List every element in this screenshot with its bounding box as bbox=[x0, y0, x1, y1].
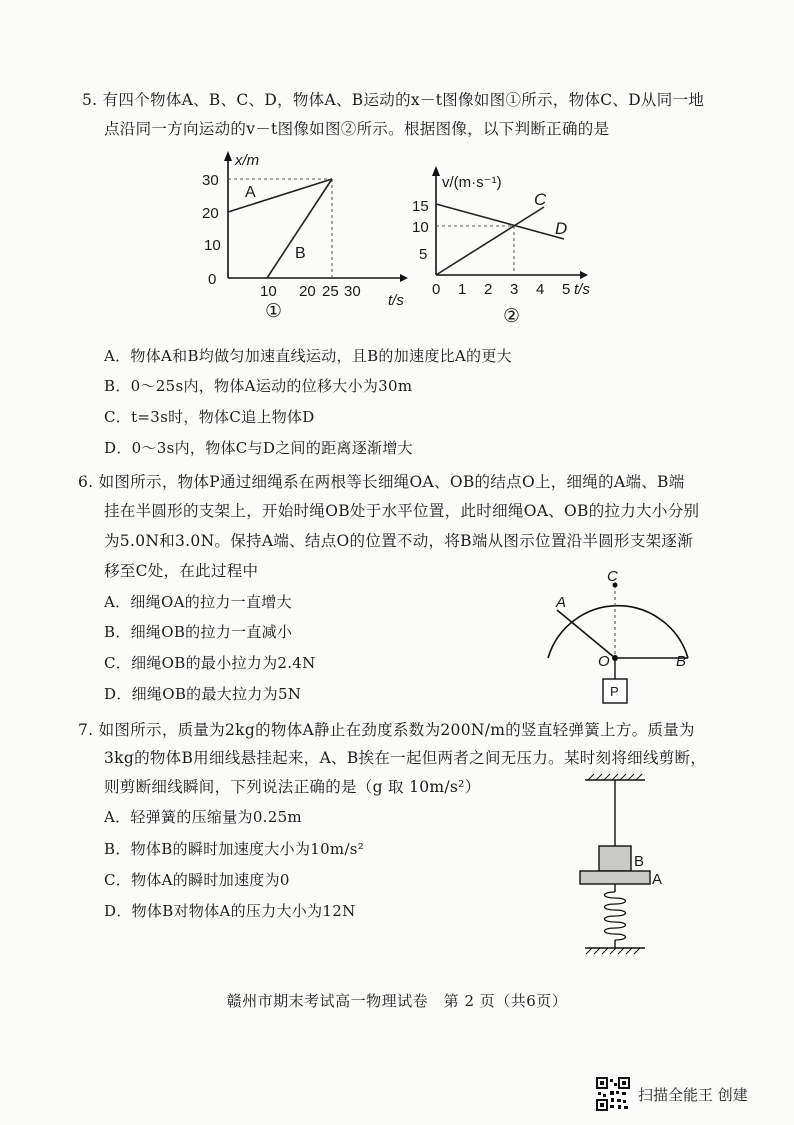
scanner-watermark bbox=[596, 1075, 748, 1113]
q6-option-b: B．细绳OB的拉力一直减小 bbox=[104, 623, 293, 641]
label-b: B bbox=[634, 853, 645, 870]
q7-figure-spring bbox=[570, 772, 680, 962]
graph1-line-A bbox=[228, 179, 332, 212]
graph2-xtick-3: 3 bbox=[510, 281, 519, 298]
graph1-line-B bbox=[267, 179, 332, 278]
graph1-label-A: A bbox=[245, 184, 256, 201]
label-a: A bbox=[556, 594, 567, 611]
ceiling-hatch bbox=[588, 774, 642, 780]
graph2-line-D bbox=[436, 204, 564, 239]
watermark-text: 扫描全能王 创建 bbox=[638, 1085, 748, 1104]
ground-hatch bbox=[586, 948, 640, 954]
q6-option-d: D．细绳OB的最大拉力为5N bbox=[104, 685, 302, 703]
q5-line2: 点沿同一方向运动的v－t图像如图②所示。根据图像，以下判断正确的是 bbox=[104, 120, 610, 138]
graph2-ytick-15: 15 bbox=[412, 198, 429, 215]
graph2-xtick-4: 4 bbox=[536, 281, 545, 298]
q6-line4: 移至C处，在此过程中 bbox=[104, 562, 259, 580]
rope-oa bbox=[557, 610, 615, 658]
q7-option-a: A．轻弹簧的压缩量为0.25m bbox=[104, 808, 302, 826]
q6-option-a: A．细绳OA的拉力一直增大 bbox=[104, 593, 292, 611]
semicircle-frame bbox=[548, 606, 688, 658]
q7-line3: 则剪断细线瞬间，下列说法正确的是（g 取 10m/s²） bbox=[104, 778, 481, 796]
graph1-label-B: B bbox=[295, 245, 306, 262]
block-b bbox=[599, 846, 631, 871]
graph1-xtick-30: 30 bbox=[344, 283, 361, 300]
graph1-ytick-10: 10 bbox=[204, 237, 221, 254]
q5-line1: 5. 有四个物体A、B、C、D，物体A、B运动的x－t图像如图①所示，物体C、D从同一地 bbox=[82, 91, 705, 109]
graph2-xtick-0: 0 bbox=[432, 281, 441, 298]
graph1-xtick-10: 10 bbox=[260, 283, 277, 300]
q6-figure-semicircle bbox=[540, 565, 700, 710]
graph2-ylabel: v/(m·s⁻¹) bbox=[442, 174, 502, 191]
q7-option-c: C．物体A的瞬时加速度为0 bbox=[104, 871, 290, 889]
graph2-xtick-5: 5 bbox=[562, 281, 571, 298]
q7-line2: 3kg的物体B用细线悬挂起来，A、B挨在一起但两者之间无压力。某时刻将细线剪断， bbox=[104, 749, 707, 767]
graph2-xtick-1: 1 bbox=[458, 281, 467, 298]
q7-option-d: D．物体B对物体A的压力大小为12N bbox=[104, 902, 356, 920]
graph2-caption: ② bbox=[503, 306, 521, 327]
page-footer: 赣州市期末考试高一物理试卷 第 2 页（共6页） bbox=[226, 992, 568, 1010]
q5-graph-1 bbox=[195, 145, 415, 320]
q7-line1: 7. 如图所示，质量为2kg的物体A静止在劲度系数为200N/m的竖直轻弹簧上方。质量为 bbox=[78, 721, 695, 739]
q5-graph-2 bbox=[410, 160, 610, 335]
graph2-xlabel: t/s bbox=[574, 281, 590, 298]
label-b: B bbox=[676, 653, 687, 670]
graph1-ytick-20: 20 bbox=[202, 205, 219, 222]
q5-option-b: B．0～25s内，物体A运动的位移大小为30m bbox=[104, 377, 413, 395]
label-a: A bbox=[652, 871, 663, 888]
q6-line1: 6. 如图所示，物体P通过细绳系在两根等长细绳OA、OB的结点O上，细绳的A端、B端 bbox=[78, 473, 685, 491]
spring-coil bbox=[605, 892, 626, 940]
q5-option-a: A．物体A和B均做匀加速直线运动，且B的加速度比A的更大 bbox=[104, 347, 512, 365]
graph1-caption: ① bbox=[265, 301, 283, 320]
graph1-xtick-20: 20 bbox=[299, 283, 316, 300]
label-c: C bbox=[607, 568, 618, 585]
graph1-ylabel: x/m bbox=[235, 152, 260, 169]
q6-line2: 挂在半圆形的支架上，开始时绳OB处于水平位置，此时细绳OA、OB的拉力大小分别 bbox=[104, 502, 700, 520]
q6-line3: 为5.0N和3.0N。保持A端、结点O的位置不动，将B端从图示位置沿半圆形支架逐渐 bbox=[104, 532, 694, 550]
graph2-ytick-5: 5 bbox=[419, 246, 428, 263]
label-o: O bbox=[598, 653, 610, 670]
graph2-line-C bbox=[436, 207, 544, 275]
block-a bbox=[580, 871, 650, 884]
graph1-xlabel: t/s bbox=[388, 292, 404, 309]
label-p: P bbox=[610, 684, 619, 699]
graph2-label-D: D bbox=[555, 219, 568, 238]
q6-option-c: C．细绳OB的最小拉力为2.4N bbox=[104, 654, 316, 672]
graph2-label-C: C bbox=[534, 190, 547, 209]
q7-option-b: B．物体B的瞬时加速度大小为10m/s² bbox=[104, 840, 365, 858]
q5-option-d: D．0～3s内，物体C与D之间的距离逐渐增大 bbox=[104, 439, 413, 457]
graph2-xtick-2: 2 bbox=[484, 281, 493, 298]
graph1-xtick-25: 25 bbox=[322, 283, 339, 300]
q5-option-c: C．t=3s时，物体C追上物体D bbox=[104, 408, 315, 426]
graph1-ytick-30: 30 bbox=[202, 172, 219, 189]
graph2-ytick-10: 10 bbox=[412, 219, 429, 236]
qr-code-icon bbox=[596, 1077, 630, 1111]
graph1-ytick-0: 0 bbox=[208, 271, 217, 288]
